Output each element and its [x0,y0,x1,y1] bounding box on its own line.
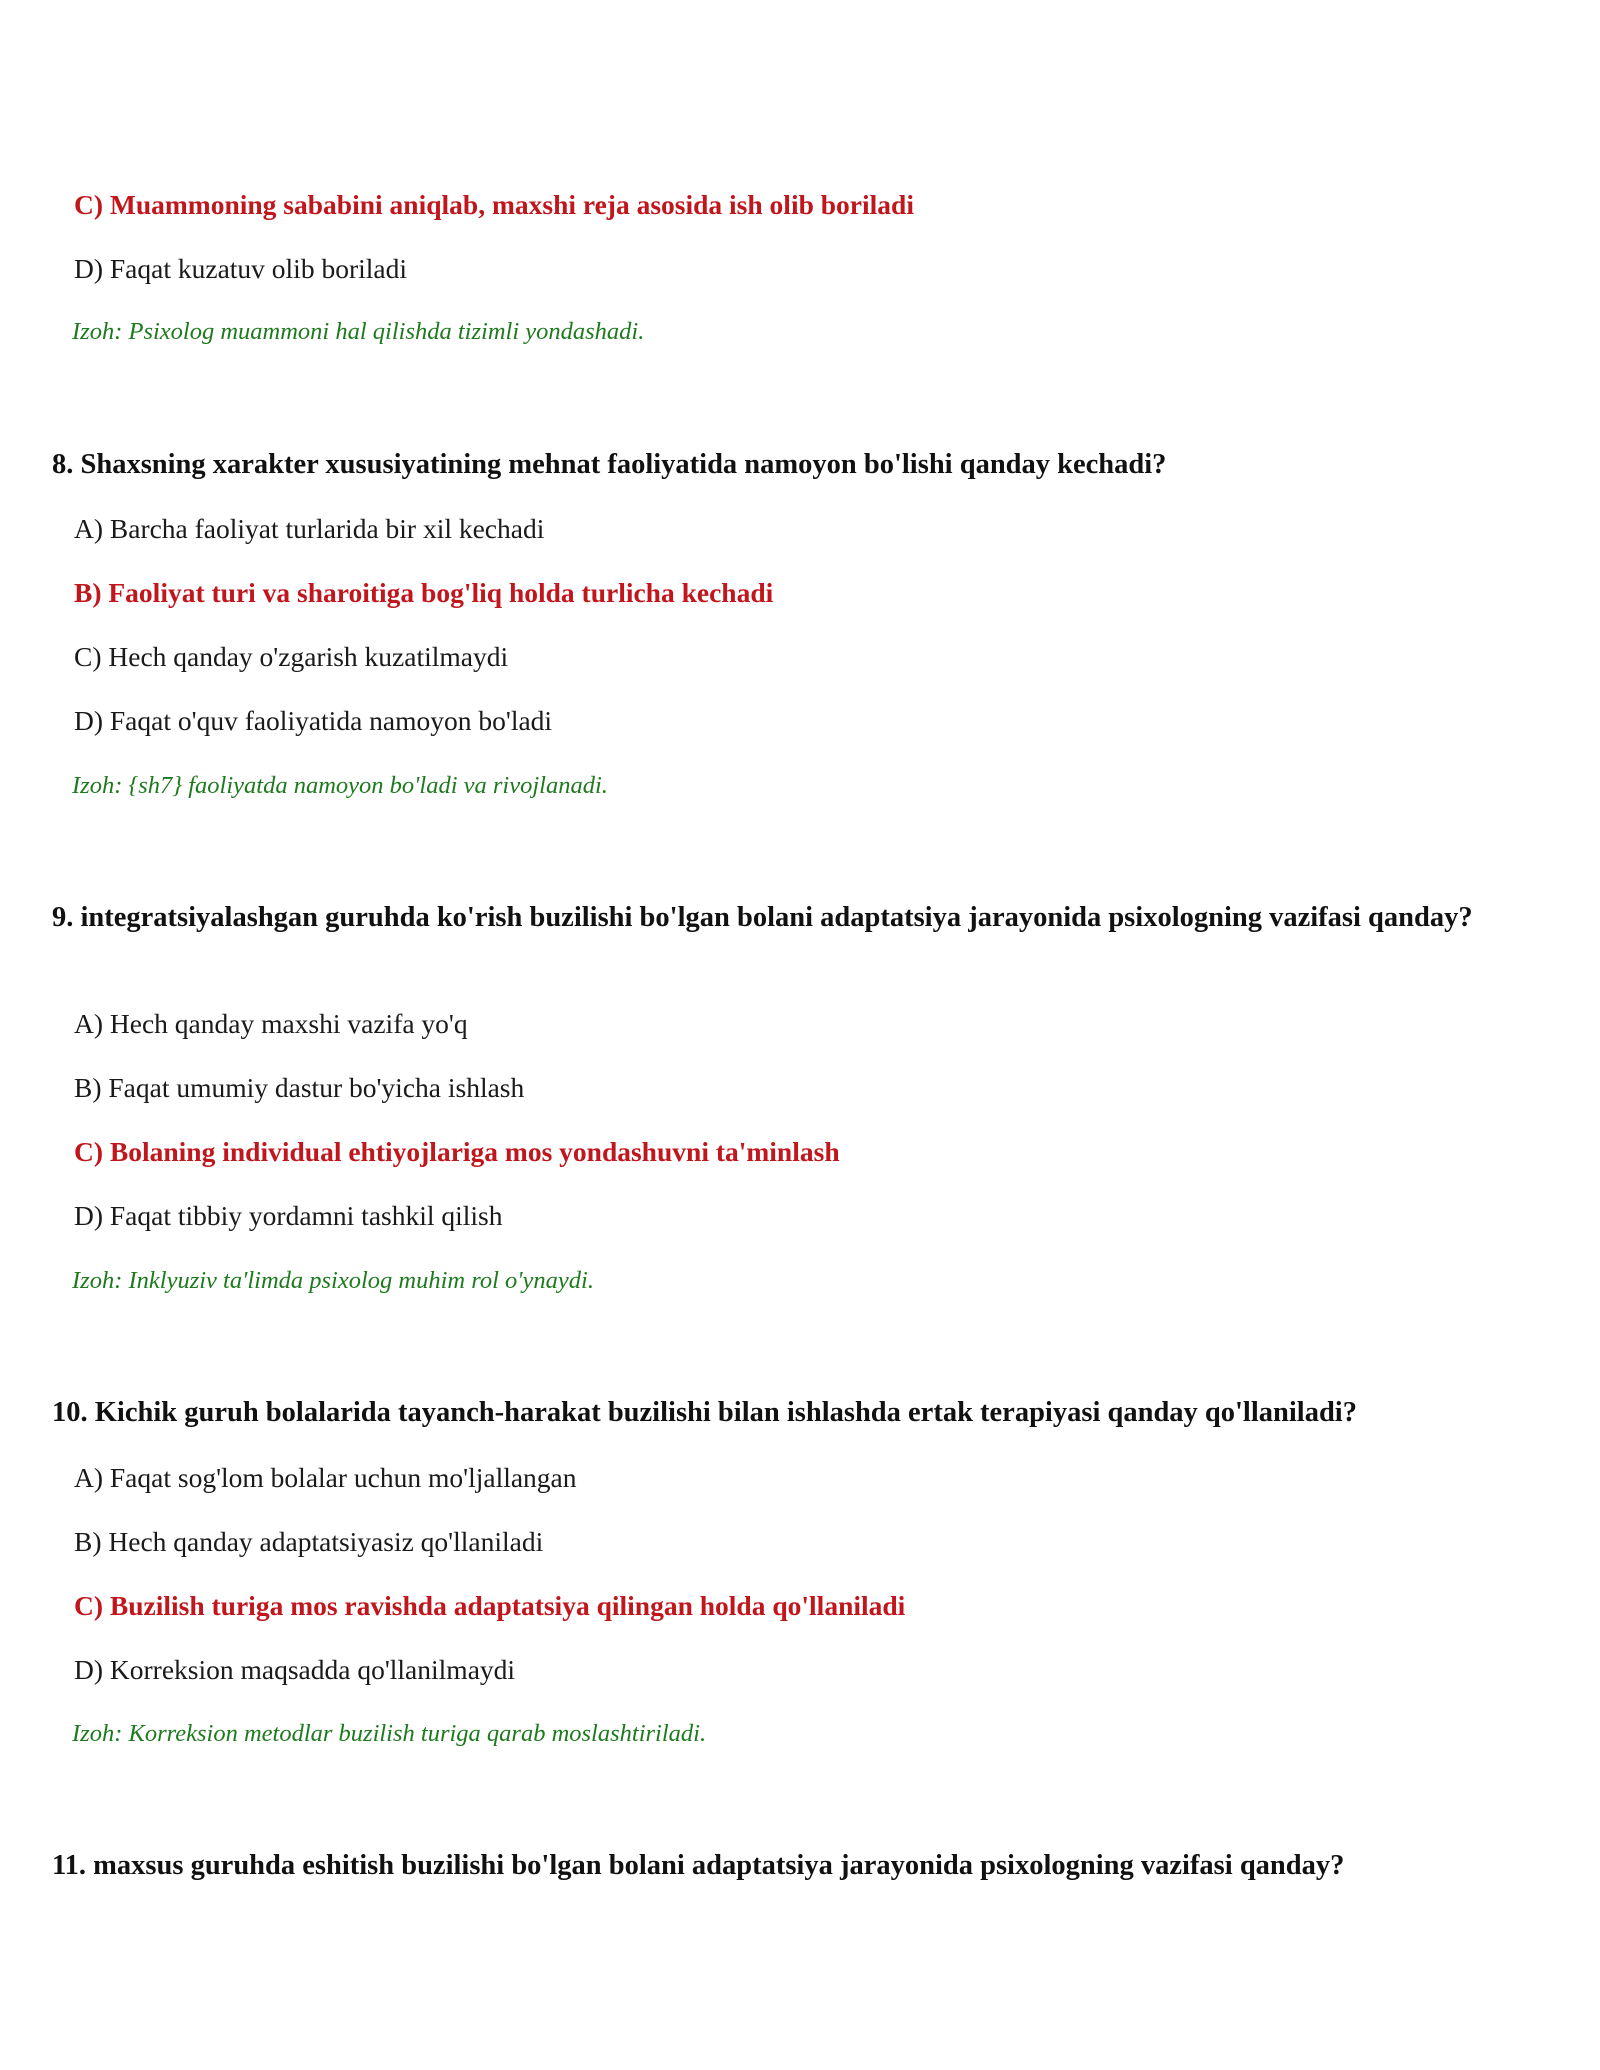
question-8-option-b-correct: B) Faoliyat turi va sharoitiga bog'liq holda turlicha kechadi [74,577,774,608]
question-9-title: 9. integratsiyalashgan guruhda ko'rish buzilishi bo'lgan bolani adaptatsiya jarayonida psixologning vazifasi qanday? [52,902,1473,933]
option-c-correct: C) Muammoning sababini aniqlab, maxshi reja asosida ish olib boriladi [74,189,914,220]
question-9-option-d: D) Faqat tibbiy yordamni tashkil qilish [74,1200,503,1231]
question-10-option-c-correct: C) Buzilish turiga mos ravishda adaptatsiya qilingan holda qo'llaniladi [74,1590,906,1621]
question-10-option-a: A) Faqat sog'lom bolalar uchun mo'ljallangan [74,1462,577,1493]
question-10-option-d: D) Korreksion maqsadda qo'llanilmaydi [74,1654,516,1685]
question-10-option-b: B) Hech qanday adaptatsiyasiz qo'llaniladi [74,1526,544,1557]
question-8-note: Izoh: {sh7} faoliyatda namoyon bo'ladi va rivojlanadi. [72,772,608,799]
question-9-option-c-correct: C) Bolaning individual ehtiyojlariga mos yondashuvni ta'minlash [74,1136,840,1167]
question-8-option-d: D) Faqat o'quv faoliyatida namoyon bo'ladi [74,705,553,736]
question-9-option-a: A) Hech qanday maxshi vazifa yo'q [74,1008,468,1039]
question-9-option-b: B) Faqat umumiy dastur bo'yicha ishlash [74,1072,525,1103]
explanation-note: Izoh: Psixolog muammoni hal qilishda tizimli yondashadi. [72,318,645,345]
question-8-option-c: C) Hech qanday o'zgarish kuzatilmaydi [74,641,509,672]
option-d: D) Faqat kuzatuv olib boriladi [74,253,407,284]
question-8-title: 8. Shaxsning xarakter xususiyatining mehnat faoliyatida namoyon bo'lishi qanday kechadi? [52,449,1167,480]
question-10-note: Izoh: Korreksion metodlar buzilish turiga qarab moslashtiriladi. [72,1720,707,1747]
question-9-note: Izoh: Inklyuziv ta'limda psixolog muhim rol o'ynaydi. [72,1267,594,1294]
question-10-title: 10. Kichik guruh bolalarida tayanch-harakat buzilishi bilan ishlashda ertak terapiyasi qanday qo'llaniladi? [52,1397,1357,1428]
question-8-option-a: A) Barcha faoliyat turlarida bir xil kechadi [74,513,545,544]
question-11-title: 11. maxsus guruhda eshitish buzilishi bo'lgan bolani adaptatsiya jarayonida psixologning vazifasi qanday? [52,1850,1345,1881]
